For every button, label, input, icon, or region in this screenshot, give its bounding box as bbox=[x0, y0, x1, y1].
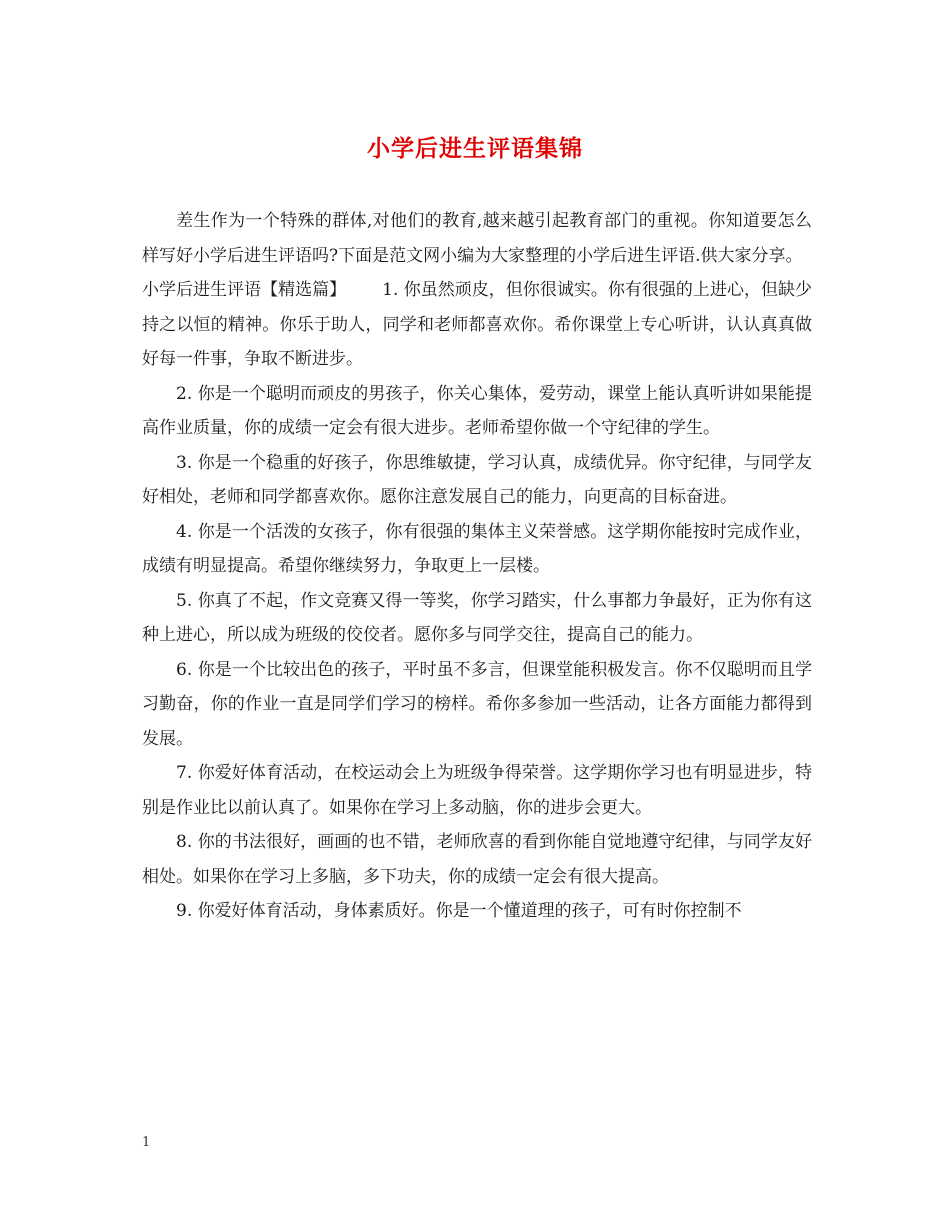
intro-paragraph: 差生作为一个特殊的群体,对他们的教育,越来越引起教育部门的重视。你知道要怎么样写好小学后进生评语吗?下面是范文网小编为大家整理的小学后进生评语.供大家分享。 bbox=[142, 211, 812, 266]
section-heading: 小学后进生评语【精选篇】 bbox=[142, 280, 347, 300]
comment-item-2: 2. 你是一个聪明而顽皮的男孩子，你关心集体，爱劳动，课堂上能认真听讲如果能提高作业质量，你的成绩一定会有很大进步。老师希望你做一个守纪律的学生。 bbox=[142, 383, 812, 438]
comment-item-7: 7. 你爱好体育活动，在校运动会上为班级争得荣誉。这学期你学习也有明显进步，特别是作业比以前认真了。如果你在学习上多动脑，你的进步会更大。 bbox=[142, 763, 812, 818]
document-body bbox=[142, 204, 812, 929]
comment-item-9: 9. 你爱好体育活动，身体素质好。你是一个懂道理的孩子，可有时你控制不 bbox=[176, 901, 742, 921]
document-title: 小学后进生评语集锦 bbox=[367, 135, 583, 162]
comment-item-5: 5. 你真了不起，作文竞赛又得一等奖，你学习踏实，什么事都力争最好，正为你有这种上进心，所以成为班级的佼佼者。愿你多与同学交往，提高自己的能力。 bbox=[142, 590, 812, 645]
comment-item-6: 6. 你是一个比较出色的孩子，平时虽不多言，但课堂能积极发言。你不仅聪明而且学习勤奋，你的作业一直是同学们学习的榜样。希你多参加一些活动，让各方面能力都得到发展。 bbox=[142, 659, 812, 749]
comment-item-8: 8. 你的书法很好，画画的也不错，老师欣喜的看到你能自觉地遵守纪律，与同学友好相处。如果你在学习上多脑，多下功夫，你的成绩一定会有很大提高。 bbox=[142, 832, 812, 887]
page-number: 1 bbox=[142, 1135, 151, 1150]
comment-item-4: 4. 你是一个活泼的女孩子，你有很强的集体主义荣誉感。这学期你能按时完成作业，成绩有明显提高。希望你继续努力，争取更上一层楼。 bbox=[142, 521, 812, 576]
comment-item-1: 1. 你虽然顽皮，但你很诚实。你有很强的上进心，但缺少持之以恒的精神。你乐于助人，同学和老师都喜欢你。希你课堂上专心听讲，认认真真做好每一件事，争取不断进步。 bbox=[142, 280, 812, 369]
first-item-paragraph bbox=[142, 273, 812, 377]
comment-item-3: 3. 你是一个稳重的好孩子，你思维敏捷，学习认真，成绩优异。你守纪律，与同学友好相处，老师和同学都喜欢你。愿你注意发展自己的能力，向更高的目标奋进。 bbox=[142, 452, 812, 507]
